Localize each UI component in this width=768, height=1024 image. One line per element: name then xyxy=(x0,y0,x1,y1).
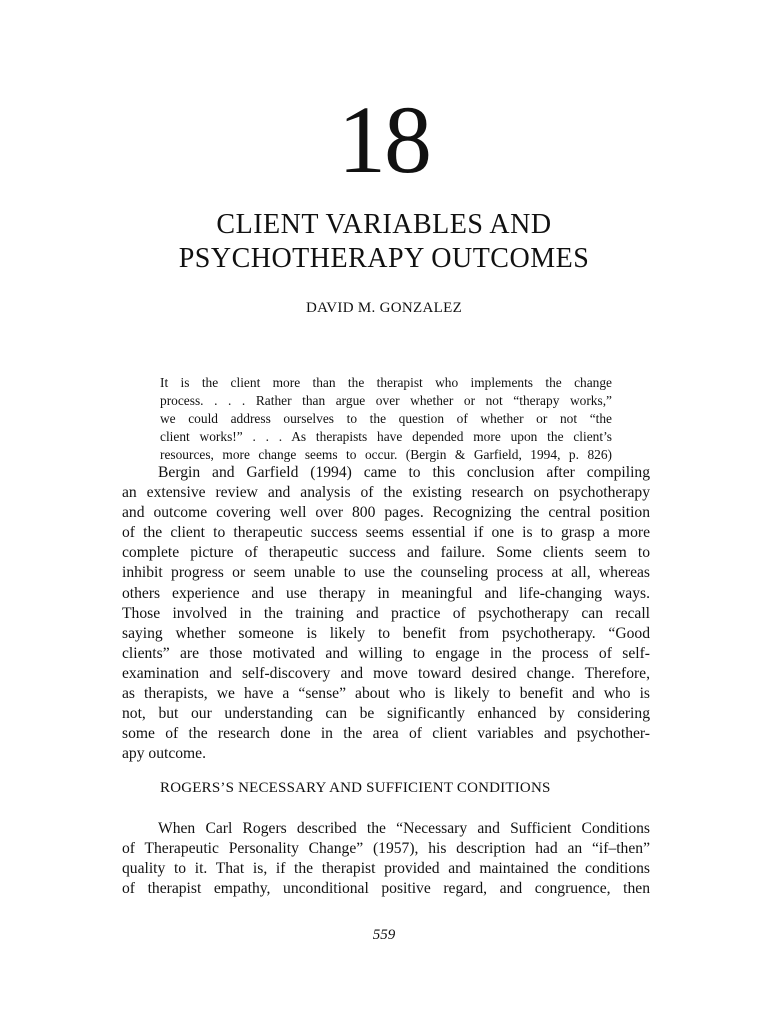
paragraph-line: and outcome covering well over 800 pages. Recognizing the central position xyxy=(122,504,650,522)
paragraph-line: examination and self-discovery and move toward desired change. Therefore, xyxy=(122,664,650,682)
paragraph-line: of Therapeutic Personality Change” (1957), his description had an “if–then” xyxy=(122,840,650,858)
chapter-title-line-2: PSYCHOTHERAPY OUTCOMES xyxy=(178,243,590,274)
chapter-title-line-1: CLIENT VARIABLES AND xyxy=(216,209,552,240)
paragraph-line: inhibit progress or seem unable to use the counseling process at all, whereas xyxy=(122,564,650,582)
chapter-author: DAVID M. GONZALEZ xyxy=(305,300,463,316)
paragraph-line: apy outcome. xyxy=(122,745,207,763)
chapter-title xyxy=(0,208,768,276)
chapter-number: 18 xyxy=(338,86,430,193)
body-paragraph-2 xyxy=(122,819,650,899)
epigraph-line: process. . . . Rather than argue over whether or not “therapy works,” xyxy=(160,393,612,408)
paragraph-line: complete picture of therapeutic success and failure. Some clients seem to xyxy=(122,544,650,562)
paragraph-line: of the client to therapeutic success seems essential if one is to grasp a more xyxy=(122,524,650,542)
paragraph-line: of therapist empathy, unconditional positive regard, and congruence, then xyxy=(122,880,650,898)
paragraph-line: some of the research done in the area of client variables and psychother- xyxy=(122,725,650,743)
paragraph-line: When Carl Rogers described the “Necessary and Sufficient Conditions xyxy=(158,820,650,837)
paragraph-line: saying whether someone is likely to benefit from psychotherapy. “Good xyxy=(122,624,650,642)
epigraph-quote xyxy=(160,374,612,464)
paragraph-line: others experience and use therapy in meaningful and life-changing ways. xyxy=(122,584,650,602)
epigraph-line: resources, more change seems to occur. (Bergin & Garfield, 1994, p. 826) xyxy=(160,447,612,462)
paragraph-line: an extensive review and analysis of the existing research on psychotherapy xyxy=(122,484,650,502)
epigraph-line: client works!” . . . As therapists have depended more upon the client’s xyxy=(160,429,612,444)
epigraph-line: It is the client more than the therapist who implements the change xyxy=(160,375,612,390)
paragraph-line: Those involved in the training and practice of psychotherapy can recall xyxy=(122,604,650,622)
epigraph-line: we could address ourselves to the question of whether or not “the xyxy=(160,411,612,426)
paragraph-line: Bergin and Garfield (1994) came to this conclusion after compiling xyxy=(158,464,650,481)
paragraph-line: not, but our understanding can be significantly enhanced by considering xyxy=(122,705,650,723)
paragraph-line: quality to it. That is, if the therapist provided and maintained the conditions xyxy=(122,860,650,878)
section-heading: ROGERS’S NECESSARY AND SUFFICIENT CONDITIONS xyxy=(160,780,551,796)
body-paragraph-1 xyxy=(122,463,650,764)
paragraph-line: as therapists, we have a “sense” about who is likely to benefit and who is xyxy=(122,685,650,703)
page-number: 559 xyxy=(372,927,396,943)
paragraph-line: clients” are those motivated and willing to engage in the process of self- xyxy=(122,644,650,662)
